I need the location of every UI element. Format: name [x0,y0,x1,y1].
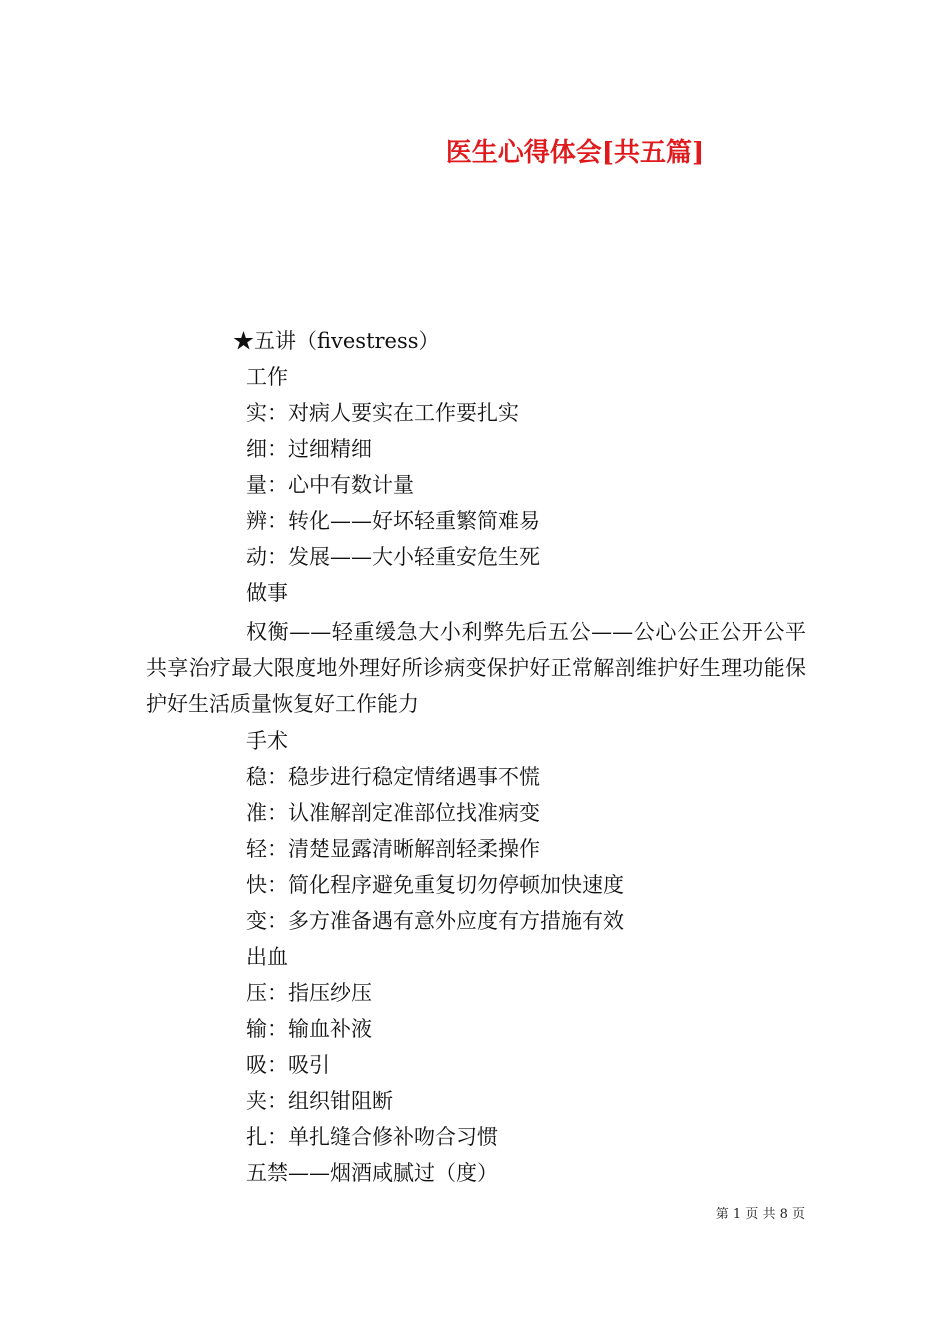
subheading-surgery: 手术 [246,729,288,753]
document-title: 医生心得体会[共五篇] [445,138,705,168]
text-line: 扎：单扎缝合修补吻合习惯 [246,1125,498,1149]
section-heading-five-stress: ★五讲（fivestress） [233,329,440,353]
text-line: 五禁——烟酒咸腻过（度） [246,1161,498,1185]
text-line: 实：对病人要实在工作要扎实 [246,401,519,425]
text-line: 夹：组织钳阻断 [246,1089,393,1113]
subheading-work: 工作 [246,365,288,389]
text-line: 稳：稳步进行稳定情绪遇事不慌 [246,765,540,789]
text-line: 变：多方准备遇有意外应度有方措施有效 [246,909,624,933]
text-line: 轻：清楚显露清晰解剖轻柔操作 [246,837,540,861]
text-line: 压：指压纱压 [246,981,372,1005]
subheading-bleeding: 出血 [246,945,288,969]
body-paragraph: 权衡——轻重缓急大小利弊先后五公——公心公正公开公平共享治疗最大限度地外理好所诊病变保护好正常解剖维护好生理功能保护好生活质量恢复好工作能力 [146,620,806,716]
text-line: 辨：转化——好坏轻重繁简难易 [246,509,540,533]
text-line: 量：心中有数计量 [246,473,414,497]
text-line: 输：输血补液 [246,1017,372,1041]
text-line: 动：发展——大小轻重安危生死 [246,545,540,569]
text-line: 快：简化程序避免重复切勿停顿加快速度 [246,873,624,897]
text-line: 准：认准解剖定准部位找准病变 [246,801,540,825]
page-footer: 第 1 页 共 8 页 [715,1207,805,1222]
subheading-doing: 做事 [246,581,288,605]
text-line: 吸：吸引 [246,1053,330,1077]
text-line: 细：过细精细 [246,437,372,461]
